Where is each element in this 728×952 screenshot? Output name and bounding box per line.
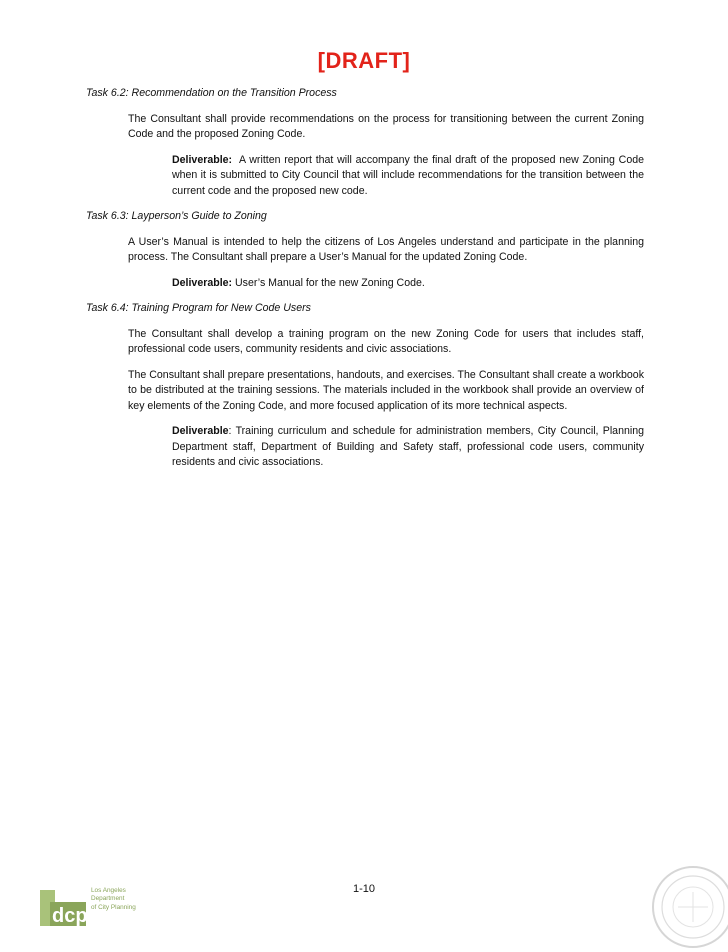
deliverable-text: A written report that will accompany the final draft of the proposed new Zoning Code when it is submitted to City Council that will include recommendations for the transition between the current code and the proposed new code.	[172, 153, 644, 197]
deliverable	[172, 153, 644, 200]
deliverable-label: Deliverable	[172, 425, 229, 437]
task-heading: Task 6.3: Layperson’s Guide to Zoning	[86, 210, 267, 222]
deliverable-label: Deliverable:	[172, 276, 233, 289]
deliverable-text: User’s Manual for the new Zoning Code.	[235, 276, 425, 289]
page-number: 1-10	[352, 883, 376, 895]
document-body	[86, 86, 644, 471]
logo-caption: Los Angeles Department of City Planning	[91, 887, 136, 911]
deliverable	[172, 276, 644, 292]
city-seal-icon	[648, 862, 728, 952]
task-heading: Task 6.4: Training Program for New Code Users	[86, 302, 311, 314]
task-paragraph: The Consultant shall prepare presentations, handouts, and exercises. The Consultant shall create a workbook to be distributed at the training sessions. The materials included in the workbook shall provide an overview of key elements of the Zoning Code, and more focused application of its more technical aspects.	[128, 368, 644, 412]
task-heading: Task 6.2: Recommendation on the Transition Process	[86, 87, 337, 99]
task-paragraph: The Consultant shall provide recommendations on the process for transitioning between the current Zoning Code and the proposed Zoning Code.	[128, 112, 644, 140]
deliverable-text: : Training curriculum and schedule for administration members, City Council, Planning Department staff, Department of Building and Safety staff, professional code users, community residents and civic associations.	[172, 425, 644, 468]
task-paragraph: The Consultant shall develop a training program on the new Zoning Code for users that includes staff, professional code users, community residents and civic associations.	[128, 327, 644, 355]
draft-label: [DRAFT]	[317, 48, 411, 73]
deliverable-label: Deliverable:	[172, 153, 233, 166]
deliverable	[172, 424, 644, 471]
svg-text:dcp: dcp	[52, 905, 88, 927]
task-paragraph: A User’s Manual is intended to help the citizens of Los Angeles understand and participate in the planning process. The Consultant shall prepare a User’s Manual for the updated Zoning Code.	[128, 235, 644, 263]
